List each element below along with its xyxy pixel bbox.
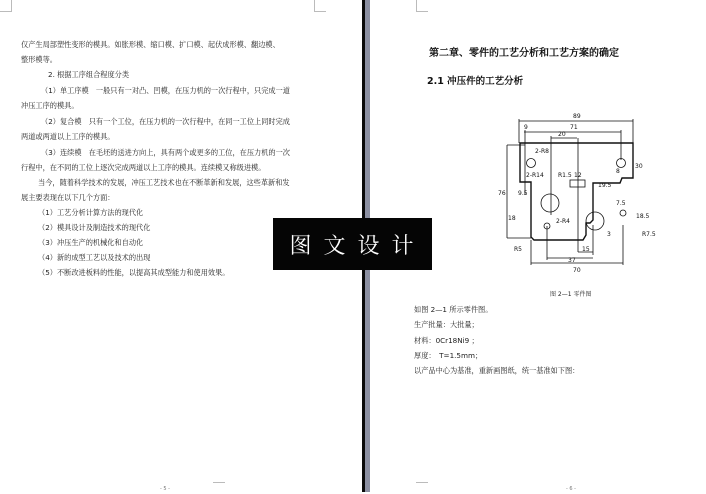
- page-number: - 5 -: [160, 486, 170, 492]
- dimension-label: R7.5: [642, 231, 656, 238]
- dimension-label: 2-R4: [556, 218, 570, 225]
- dimension-label: 2-R8: [535, 148, 549, 155]
- dimension-label: 8: [616, 168, 620, 175]
- paragraph-line: 展主要表现在以下几个方面：: [21, 193, 115, 202]
- dimension-label: 19.5: [598, 182, 612, 189]
- paragraph-line: （3）冲压生产的机械化和自动化: [38, 238, 144, 247]
- dimension-label: 3: [607, 231, 611, 238]
- paragraph-line: 厚度： T=1.5mm；: [414, 351, 483, 360]
- paragraph-line: 仅产生局部塑性变形的模具。如胀形模、缩口模、扩口模、起伏成形模、翻边模、: [21, 40, 280, 49]
- dimension-label: 9: [524, 124, 528, 131]
- dimension-label: R1.5: [558, 172, 572, 179]
- dimension-label: 89: [573, 113, 581, 120]
- paragraph-line: 冲压工序的模具。: [21, 101, 79, 110]
- crop-mark: [416, 0, 428, 12]
- paragraph-line: （2）复合模 只有一个工位，在压力机的一次行程中，在同一工位上同时完成: [41, 117, 290, 126]
- paragraph-line: （4）新的成型工艺以及技术的出现: [38, 253, 151, 262]
- paragraph-line: （3）连续模 在毛坯的送进方向上，具有两个或更多的工位，在压力机的一次: [41, 148, 290, 157]
- dimension-label: 18: [508, 215, 516, 222]
- section-title: 2.1 冲压件的工艺分析: [427, 76, 524, 87]
- paragraph-line: （2）模具设计及制造技术的现代化: [38, 223, 151, 232]
- crop-mark: [0, 0, 12, 12]
- paragraph-line: 材料：0Cr18Ni9 ；: [414, 336, 479, 345]
- paragraph-line: 以产品中心为基准，重新画图纸，统一基准如下图：: [414, 366, 580, 375]
- part-drawing: [490, 105, 670, 280]
- paragraph-line: 整形模等。: [21, 55, 57, 64]
- dimension-label: 71: [570, 124, 578, 131]
- paragraph-line: 2. 根据工序组合程度分类: [48, 70, 130, 79]
- dimension-label: 15: [582, 246, 590, 253]
- page-number: - 6 -: [566, 486, 576, 492]
- paragraph-line: 如图 2—1 所示零件图。: [414, 305, 493, 314]
- dimension-label: 18.5: [636, 213, 650, 220]
- paragraph-line: （1）单工序模 一般只有一对凸、凹模，在压力机的一次行程中，只完成一道: [41, 86, 290, 95]
- paragraph-line: （1）工艺分析计算方法的现代化: [38, 208, 144, 217]
- dimension-label: 76: [498, 190, 506, 197]
- dimension-label: 9.5: [518, 190, 528, 197]
- chapter-title: 第二章、零件的工艺分析和工艺方案的确定: [429, 48, 619, 59]
- dimension-label: 20: [558, 131, 566, 138]
- paragraph-line: 行程中，在不同的工位上逐次完成两道以上工序的模具。连续模又称级进模。: [21, 163, 266, 172]
- crop-mark: [213, 482, 225, 494]
- paragraph-line: （5）不断改进板料的性能，以提高其成型能力和使用效果。: [38, 268, 230, 277]
- dimension-label: R5: [514, 246, 522, 253]
- dimension-label: 37: [568, 257, 576, 264]
- crop-mark: [314, 0, 326, 12]
- paragraph-line: 当今，随着科学技术的发展，冲压工艺技术也在不断革新和发展，这些革新和发: [38, 178, 290, 187]
- watermark: 图文设计: [273, 218, 432, 270]
- crop-mark: [416, 482, 428, 494]
- figure-caption: 图 2—1 零件图: [550, 291, 592, 298]
- dimension-label: 2-R14: [526, 172, 544, 179]
- paragraph-line: 生产批量：大批量；: [414, 320, 479, 329]
- dimension-label: 12: [574, 172, 582, 179]
- dimension-label: 7.5: [616, 200, 626, 207]
- paragraph-line: 两道或两道以上工序的模具。: [21, 132, 115, 141]
- dimension-label: 30: [635, 163, 643, 170]
- dimension-label: 70: [573, 267, 581, 274]
